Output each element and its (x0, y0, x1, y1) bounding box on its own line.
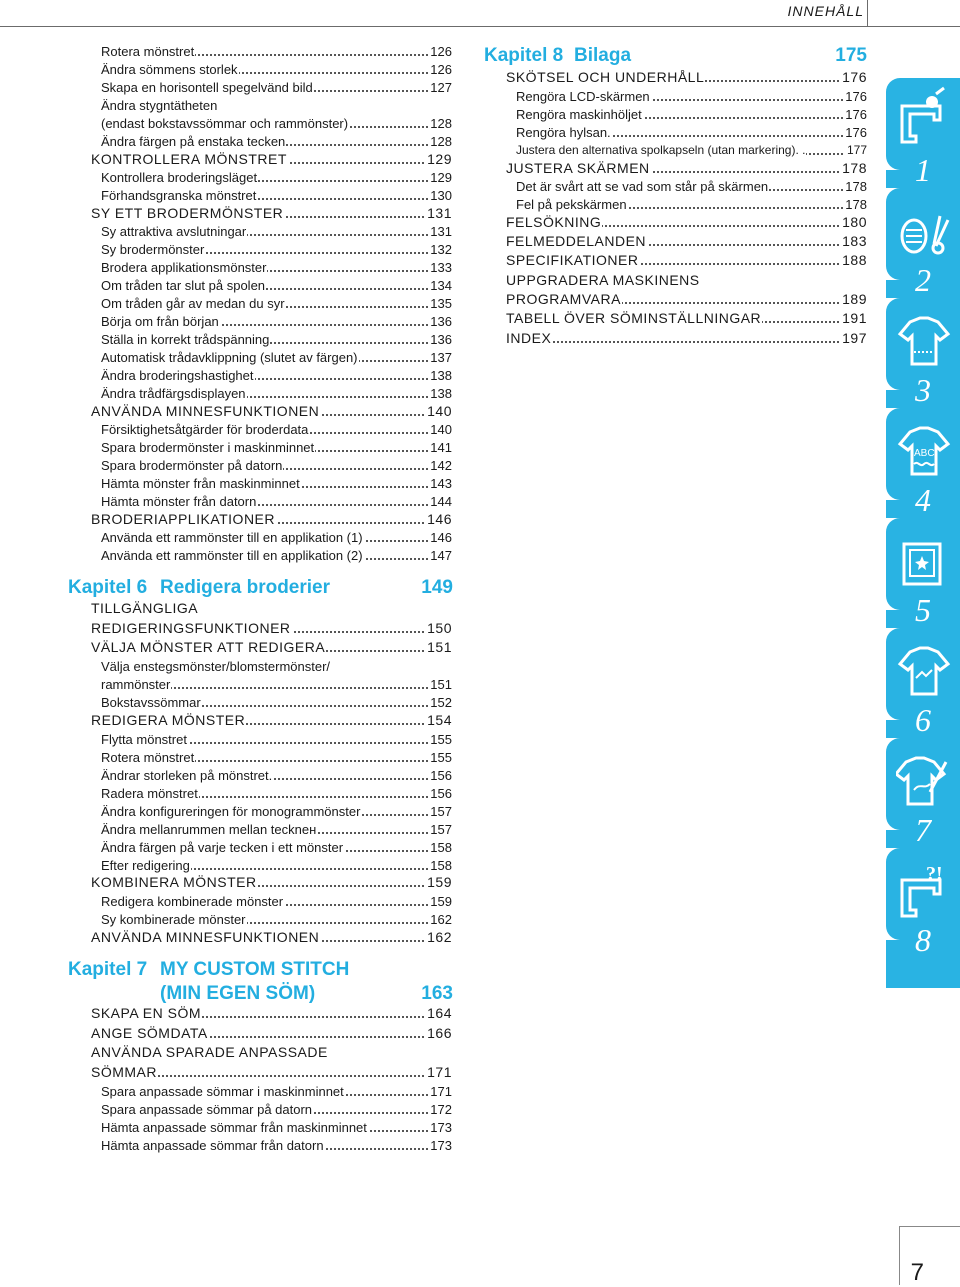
toc-entry-title: Rengöra LCD-skärmen (516, 89, 650, 104)
toc-entry[interactable] (516, 142, 867, 159)
toc-entry-title: SKÖTSEL OCH UNDERHÅLL (506, 69, 705, 85)
toc-entry-page: 143 (430, 476, 452, 491)
toc-entry-page: 188 (842, 252, 867, 268)
toc-entry-title: Sy attraktiva avslutningar (101, 224, 247, 239)
toc-entry[interactable] (101, 241, 452, 258)
toc-entry-title: (endast bokstavssömmar och rammönster) (101, 116, 349, 131)
toc-entry-title: BRODERIAPPLIKATIONER (91, 511, 276, 527)
toc-entry-page: 162 (427, 929, 452, 945)
toc-entry-page: 146 (430, 530, 452, 545)
toc-entry[interactable] (101, 43, 452, 60)
toc-entry-page: 136 (430, 332, 452, 347)
toc-entry-page: 134 (430, 278, 452, 293)
page-corner-tab (899, 1226, 960, 1285)
toc-entry[interactable] (516, 106, 867, 123)
toc-entry-page: 154 (427, 712, 452, 728)
toc-entry-title: Skapa en horisontell spegelvänd bild (101, 80, 313, 95)
toc-entry-page: 173 (430, 1138, 452, 1153)
toc-entry[interactable] (101, 658, 452, 675)
header-tab-divider (867, 0, 868, 26)
toc-entry-title: Ändra mellanrummen mellan teckneн (101, 822, 317, 837)
toc-entry[interactable] (101, 767, 452, 784)
toc-entry[interactable] (101, 676, 452, 693)
toc-entry-title: Rengöra hylsan. (516, 125, 611, 140)
toc-entry-page: 162 (430, 912, 452, 927)
toc-entry-title: FELMEDDELANDEN (506, 233, 647, 249)
toc-entry-title: PROGRAMVARA (506, 291, 621, 307)
toc-entry-title: TABELL ÖVER SÖMINSTÄLLNINGAR (506, 310, 762, 326)
toc-entry[interactable] (101, 493, 452, 510)
toc-entry[interactable] (101, 821, 452, 838)
chapter-tab-number: 6 (915, 701, 931, 738)
toc-entry-title: Rengöra maskinhöljet (516, 107, 642, 122)
toc-entry-title: Radera mönstret (101, 786, 198, 801)
toc-entry-page: 197 (842, 330, 867, 346)
toc-entry-page: 191 (842, 310, 867, 326)
toc-entry-title: SY ETT BRODERMÖNSTER (91, 205, 284, 221)
toc-entry[interactable] (101, 385, 452, 402)
toc-entry-title: Använda ett rammönster till en applikation (2) (101, 548, 363, 563)
toc-entry-title: Hämta anpassade sömmar från maskinminnet (101, 1120, 367, 1135)
toc-entry-page: 177 (846, 143, 867, 157)
page-number: 7 (910, 1259, 924, 1286)
toc-entry-title: Ändra broderingshastighet (101, 368, 254, 383)
toc-entry-page: 127 (430, 80, 452, 95)
toc-entry-page: 171 (427, 1064, 452, 1080)
toc-entry[interactable] (101, 313, 452, 330)
toc-entry[interactable] (101, 547, 452, 564)
toc-entry-page: 131 (430, 224, 452, 239)
toc-entry-title: Sy brodermönster (101, 242, 205, 257)
toc-entry-title: Välja enstegsmönster/blomstermönster/ (101, 659, 331, 674)
toc-entry[interactable] (101, 749, 452, 766)
toc-entry-title: Rotera mönstret (101, 44, 195, 59)
toc-entry[interactable] (91, 511, 452, 528)
toc-entry-title: INDEX (506, 330, 552, 346)
chapter-tab-number: 8 (915, 921, 931, 958)
chapter-tab-number: 1 (915, 151, 931, 188)
toc-entry-title: KOMBINERA MÖNSTER (91, 874, 257, 890)
toc-entry-page: 183 (842, 233, 867, 249)
chapter-8-heading[interactable] (484, 45, 867, 67)
toc-entry-title: Fel på pekskärmen (516, 197, 627, 212)
toc-entry-page: 156 (430, 768, 452, 783)
toc-entry-title: KONTROLLERA MÖNSTRET (91, 151, 287, 167)
chapter-6-label: Kapitel 6 (68, 577, 148, 598)
chapter-tab-number: 3 (915, 371, 931, 408)
toc-entry[interactable] (101, 1101, 452, 1118)
toc-entry-title: Ändrar storleken på mönstret. (101, 768, 273, 783)
toc-entry[interactable] (516, 124, 867, 141)
chapter-tab-number: 2 (915, 261, 931, 298)
toc-entry-page: 128 (430, 134, 452, 149)
toc-entry-page: 147 (430, 548, 452, 563)
svg-text:ABC: ABC (914, 448, 935, 459)
toc-entry[interactable] (101, 169, 452, 186)
toc-entry[interactable] (91, 205, 452, 222)
toc-entry-page: 178 (845, 197, 867, 212)
toc-entry-page: 144 (430, 494, 452, 509)
toc-entry-title: Brodera applikationsmönster (101, 260, 267, 275)
toc-entry[interactable] (516, 178, 867, 195)
chapter-6-page: 149 (421, 577, 453, 598)
toc-entry-page: 128 (430, 116, 452, 131)
toc-entry[interactable] (516, 88, 867, 105)
toc-entry-page: 133 (430, 260, 452, 275)
chapter-tab-number: 4 (915, 481, 931, 518)
toc-entry[interactable] (506, 291, 867, 308)
toc-entry[interactable] (101, 857, 452, 874)
toc-entry-page: 159 (430, 894, 452, 909)
header-title: INNEHÅLL (787, 3, 864, 19)
toc-entry[interactable] (91, 712, 452, 729)
toc-entry[interactable] (506, 272, 867, 289)
toc-entry[interactable] (506, 330, 867, 347)
toc-entry-page: 146 (427, 511, 452, 527)
toc-entry-title: Spara anpassade sömmar på datorn (101, 1102, 313, 1117)
toc-entry-page: 135 (430, 296, 452, 311)
toc-entry-title: JUSTERA SKÄRMEN (506, 160, 650, 176)
chapter-7-heading[interactable] (68, 959, 453, 1007)
toc-entry-page: 166 (427, 1025, 452, 1041)
toc-entry[interactable] (101, 803, 452, 820)
toc-entry[interactable] (101, 785, 452, 802)
toc-entry-title: Hämta anpassade sömmar från datorn (101, 1138, 324, 1153)
toc-entry[interactable] (506, 160, 867, 177)
toc-entry[interactable] (91, 151, 452, 168)
toc-entry-page: 137 (430, 350, 452, 365)
toc-entry[interactable] (101, 61, 452, 78)
toc-entry-title: VÄLJA MÖNSTER ATT REDIGERA (91, 639, 326, 655)
toc-entry-title: Försiktighetsåtgärder för broderdata (101, 422, 309, 437)
toc-entry[interactable] (91, 1044, 452, 1061)
toc-entry[interactable] (91, 1005, 452, 1022)
dot-leader (506, 341, 867, 343)
toc-entry-title: Spara anpassade sömmar i maskinminnet (101, 1084, 344, 1099)
toc-entry[interactable] (91, 1025, 452, 1042)
toc-entry-page: 157 (430, 822, 452, 837)
toc-entry-title: Ändra stygntätheten (101, 98, 218, 113)
toc-entry[interactable] (101, 529, 452, 546)
toc-entry-page: 156 (430, 786, 452, 801)
toc-entry-title: Efter redigering (101, 858, 190, 873)
toc-entry[interactable] (91, 639, 452, 656)
toc-entry-title: Ändra trådfärgsdisplayen (101, 386, 246, 401)
toc-entry-title: Automatisk trådavklippning (slutet av färgen) (101, 350, 358, 365)
chapter-6-heading[interactable] (68, 577, 453, 599)
toc-entry-page: 176 (845, 125, 867, 140)
toc-entry[interactable] (506, 214, 867, 231)
toc-entry-title: ANGE SÖMDATA (91, 1025, 208, 1041)
toc-entry-page: 173 (430, 1120, 452, 1135)
toc-entry-title: Redigera kombinerade mönster (101, 894, 284, 909)
toc-entry-page: 129 (427, 151, 452, 167)
toc-entry-title: Förhandsgranska mönstret (101, 188, 257, 203)
chapter-tab-number: 5 (915, 591, 931, 628)
toc-entry-title: rammönster (101, 677, 171, 692)
toc-entry-title: Börja om från början (101, 314, 219, 329)
toc-entry-page: 158 (430, 858, 452, 873)
toc-entry-page: 159 (427, 874, 452, 890)
toc-entry[interactable] (101, 911, 452, 928)
toc-entry-title: Flytta mönstret (101, 732, 187, 747)
toc-entry[interactable] (101, 349, 452, 366)
toc-entry[interactable] (101, 223, 452, 240)
toc-entry[interactable] (101, 367, 452, 384)
toc-entry-page: 189 (842, 291, 867, 307)
toc-entry-title: Hämta mönster från datorn (101, 494, 257, 509)
toc-entry[interactable] (101, 475, 452, 492)
toc-entry-title: Ändra konfigureringen för monogrammönster (101, 804, 361, 819)
toc-entry[interactable] (91, 874, 452, 891)
toc-entry[interactable] (101, 893, 452, 910)
toc-entry-page: 178 (842, 160, 867, 176)
chapter-8-title: Bilaga (574, 45, 632, 66)
toc-entry[interactable] (101, 259, 452, 276)
toc-entry[interactable] (101, 277, 452, 294)
toc-entry-page: 126 (430, 44, 452, 59)
toc-entry-title: REDIGERA MÖNSTER (91, 712, 246, 728)
toc-entry-title: Spara brodermönster på datorn (101, 458, 283, 473)
toc-entry-page: 157 (430, 804, 452, 819)
toc-entry-title: Ändra färgen på varje tecken i ett mönster (101, 840, 344, 855)
toc-entry-title: Bokstavssömmar (101, 695, 201, 710)
toc-entry-page: 130 (430, 188, 452, 203)
toc-entry-page: 140 (430, 422, 452, 437)
toc-entry[interactable] (91, 620, 452, 637)
toc-entry-title: UPPGRADERA MASKINENS (506, 272, 700, 288)
toc-entry-title: Ändra sömmens storlek (101, 62, 238, 77)
toc-entry-page: 138 (430, 386, 452, 401)
toc-entry[interactable] (101, 839, 452, 856)
toc-entry-page: 155 (430, 732, 452, 747)
toc-entry-title: Om tråden tar slut på spolen (101, 278, 266, 293)
toc-entry-title: TILLGÄNGLIGA (91, 600, 199, 616)
toc-entry-page: 151 (427, 639, 452, 655)
toc-entry[interactable] (101, 295, 452, 312)
toc-entry-page: 129 (430, 170, 452, 185)
toc-entry-page: 164 (427, 1005, 452, 1021)
toc-entry-page: 136 (430, 314, 452, 329)
toc-entry-page: 151 (430, 677, 452, 692)
toc-entry-page: 141 (430, 440, 452, 455)
toc-entry-title: SKAPA EN SÖM (91, 1005, 201, 1021)
toc-entry-page: 126 (430, 62, 452, 77)
toc-entry-page: 140 (427, 403, 452, 419)
toc-entry-page: 180 (842, 214, 867, 230)
toc-entry-title: SÖMMAR (91, 1064, 157, 1080)
toc-entry-title: Ändra färgen på enstaka tecken (101, 134, 286, 149)
toc-entry-title: Hämta mönster från maskinminnet (101, 476, 300, 491)
chapter-8-label: Kapitel 8 (484, 45, 564, 66)
toc-entry[interactable] (101, 731, 452, 748)
toc-entry-page: 158 (430, 840, 452, 855)
toc-entry-page: 171 (430, 1084, 452, 1099)
toc-entry-title: Om tråden går av medan du syr (101, 296, 285, 311)
chapter-tab-number: 7 (915, 811, 931, 848)
toc-entry[interactable] (101, 115, 452, 132)
toc-entry[interactable] (101, 1119, 452, 1136)
toc-entry-page: 142 (430, 458, 452, 473)
toc-entry[interactable] (101, 694, 452, 711)
chapter-7-title-line2: (MIN EGEN SÖM) (160, 983, 316, 1004)
toc-entry[interactable] (506, 233, 867, 250)
toc-entry-page: 172 (430, 1102, 452, 1117)
toc-entry-page: 176 (845, 89, 867, 104)
toc-entry[interactable] (101, 97, 452, 114)
header-rule (0, 26, 960, 27)
toc-entry-page: 178 (845, 179, 867, 194)
chapter-7-page: 163 (421, 983, 453, 1004)
chapter-7-label: Kapitel 7 (68, 959, 148, 980)
toc-entry-page: 152 (430, 695, 452, 710)
toc-entry-title: ANVÄNDA MINNESFUNKTIONEN (91, 403, 320, 419)
toc-entry[interactable] (91, 1064, 452, 1081)
toc-entry[interactable] (91, 403, 452, 420)
toc-entry[interactable] (101, 1083, 452, 1100)
toc-entry-title: Ställa in korrekt trådspänning (101, 332, 270, 347)
toc-entry[interactable] (506, 310, 867, 327)
toc-entry[interactable] (101, 133, 452, 150)
toc-entry-page: 176 (845, 107, 867, 122)
toc-entry-page: 132 (430, 242, 452, 257)
toc-entry-title: Kontrollera broderingsläget (101, 170, 258, 185)
chapter-7-title-line1: MY CUSTOM STITCH (160, 959, 350, 980)
toc-entry-title: Använda ett rammönster till en applikation (1) (101, 530, 363, 545)
toc-entry[interactable] (101, 187, 452, 204)
toc-entry-title: Rotera mönstret (101, 750, 195, 765)
toc-entry-page: 176 (842, 69, 867, 85)
toc-entry-title: Det är svårt att se vad som står på skärmen (516, 179, 769, 194)
svg-text:?!: ?! (926, 863, 943, 885)
toc-entry[interactable] (506, 252, 867, 269)
toc-entry-title: Justera den alternativa spolkapseln (utan markering). . (516, 143, 806, 157)
chapter-8-page: 175 (835, 45, 867, 66)
toc-entry-page: 138 (430, 368, 452, 383)
toc-entry[interactable] (91, 929, 452, 946)
toc-entry[interactable] (101, 1137, 452, 1154)
toc-entry-title: Spara brodermönster i maskinminnet (101, 440, 315, 455)
toc-entry[interactable] (91, 600, 452, 617)
toc-entry-title: ANVÄNDA SPARADE ANPASSADE (91, 1044, 328, 1060)
toc-entry-title: REDIGERINGSFUNKTIONER (91, 620, 291, 636)
toc-entry[interactable] (101, 79, 452, 96)
toc-entry-page: 155 (430, 750, 452, 765)
toc-entry-title: ANVÄNDA MINNESFUNKTIONEN (91, 929, 320, 945)
toc-entry[interactable] (101, 421, 452, 438)
toc-entry[interactable] (101, 457, 452, 474)
toc-entry-title: SPECIFIKATIONER (506, 252, 639, 268)
toc-entry[interactable] (101, 439, 452, 456)
toc-entry-title: FELSÖKNING (506, 214, 602, 230)
toc-entry-page: 131 (427, 205, 452, 221)
toc-entry-title: Sy kombinerade mönster (101, 912, 246, 927)
toc-entry[interactable] (506, 69, 867, 86)
toc-entry-page: 150 (427, 620, 452, 636)
toc-entry[interactable] (101, 331, 452, 348)
toc-entry[interactable] (516, 196, 867, 213)
chapter-6-title: Redigera broderier (160, 577, 330, 598)
